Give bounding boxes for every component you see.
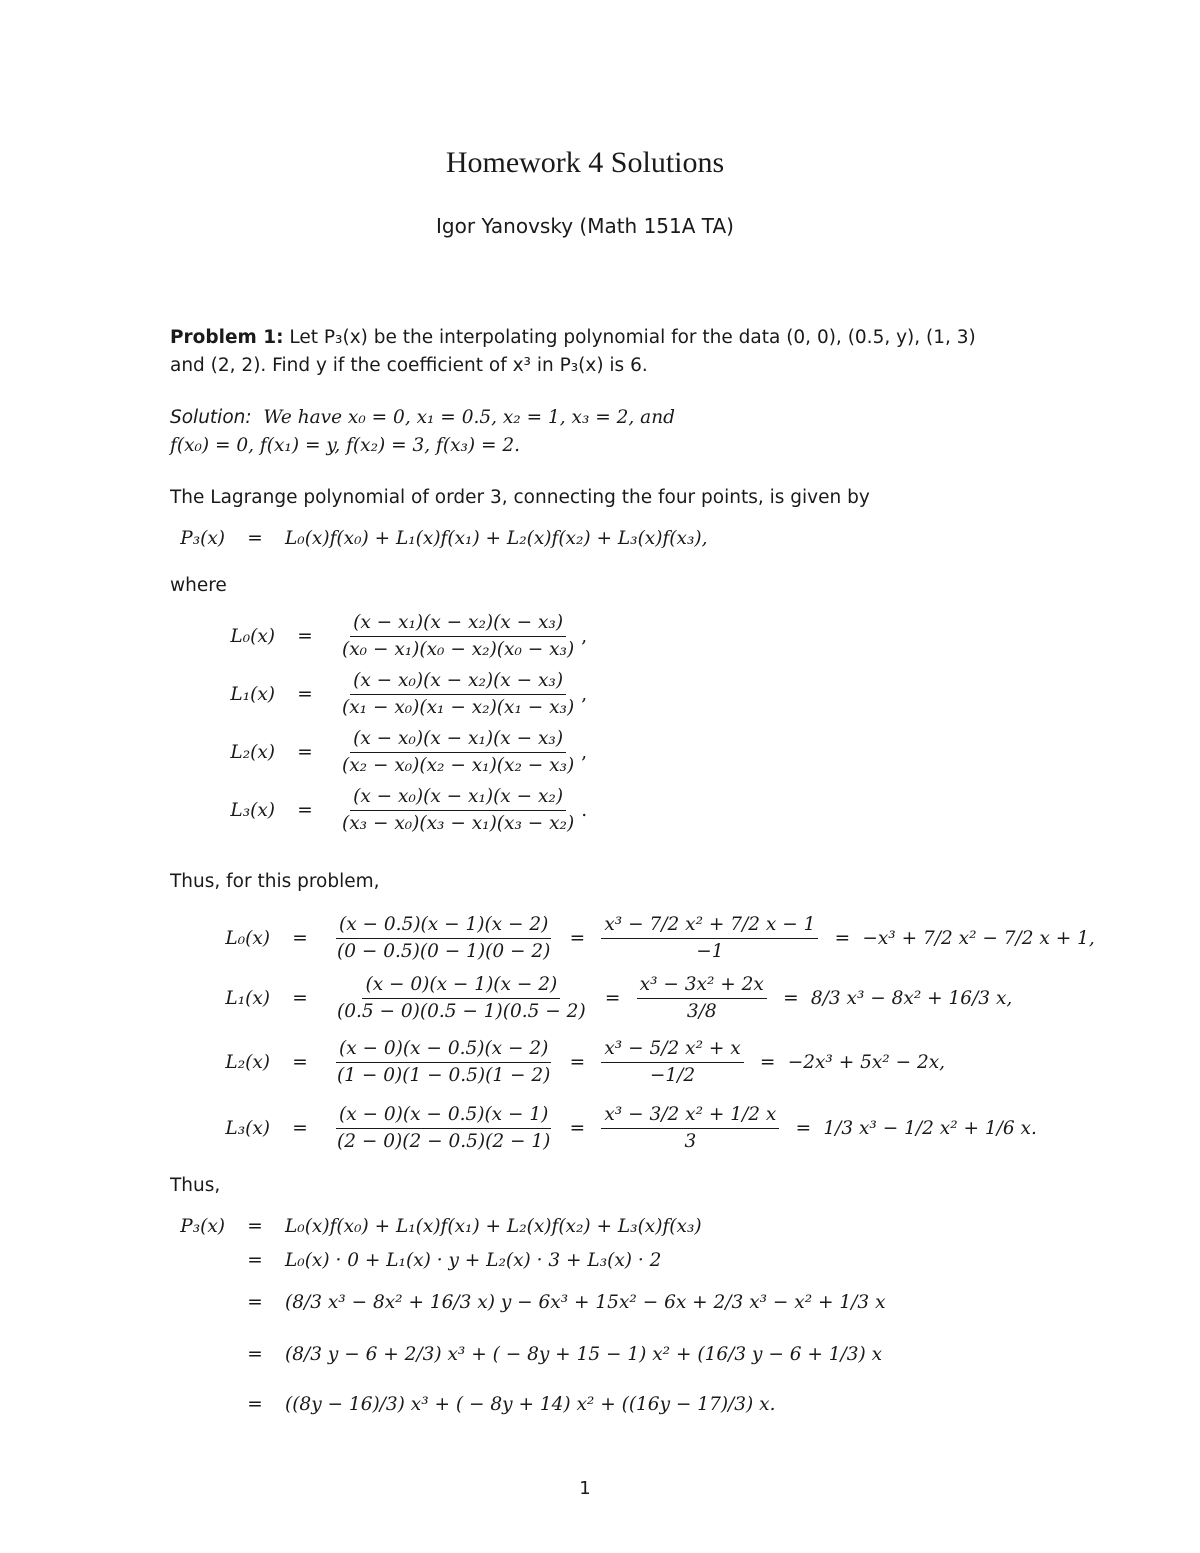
numerator: (x − 0)(x − 0.5)(x − 1) [336, 1102, 551, 1129]
specific-lhs: L₂(x) [225, 1052, 270, 1073]
equals-sign: = [297, 684, 313, 705]
document-title: Homework 4 Solutions [445, 146, 725, 179]
basis-fraction [339, 726, 577, 779]
denominator: 3 [684, 1131, 697, 1152]
specific-row [170, 1036, 945, 1089]
specific-fraction [334, 1102, 553, 1155]
solution-intro [170, 404, 1010, 460]
numerator: (x − x₀)(x − x₁)(x − x₂) [350, 784, 566, 811]
equals-sign: = [569, 1052, 586, 1073]
p3-lhs: P₃(x) [180, 1216, 225, 1237]
equals-sign: = [247, 1344, 263, 1365]
specific-lhs: L₁(x) [225, 988, 270, 1009]
page-number: 1 [579, 1478, 591, 1499]
derivation-expression: L₀(x)f(x₀) + L₁(x)f(x₁) + L₂(x)f(x₂) + L₃(x)f(x₃) [285, 1216, 702, 1237]
numerator: (x − x₀)(x − x₁)(x − x₃) [350, 726, 566, 753]
problem-text-line2: and (2, 2). Find y if the coefficient of x³ in P₃(x) is 6. [170, 355, 648, 376]
document-author: Igor Yanovsky (Math 151A TA) [436, 214, 734, 238]
derivation-expression: L₀(x) · 0 + L₁(x) · y + L₂(x) · 3 + L₃(x) · 2 [285, 1250, 662, 1271]
punct: , [581, 626, 588, 647]
equals-sign: = [247, 1292, 263, 1313]
equals-sign: = [292, 1118, 308, 1139]
equals-sign: = [247, 1394, 263, 1415]
numerator: x³ − 3/2 x² + 1/2 x [601, 1102, 779, 1129]
basis-row [180, 668, 587, 721]
derivation-line [125, 1292, 886, 1313]
equals-sign: = [297, 742, 313, 763]
denominator: 3/8 [686, 1001, 717, 1022]
derivation-expression: (8/3 y − 6 + 2/3) x³ + ( − 8y + 15 − 1) x² + (16/3 y − 6 + 1/3) x [285, 1344, 883, 1365]
numerator: (x − 0.5)(x − 1)(x − 2) [336, 912, 551, 939]
solution-label: Solution: [170, 407, 252, 428]
derivation-line [125, 1344, 882, 1365]
numerator: x³ − 5/2 x² + x [601, 1036, 743, 1063]
numerator: (x − x₁)(x − x₂)(x − x₃) [350, 610, 566, 637]
denominator: −1/2 [649, 1065, 696, 1086]
solution-givens-x: We have x₀ = 0, x₁ = 0.5, x₂ = 1, x₃ = 2, and [263, 407, 675, 428]
denominator: (0 − 0.5)(0 − 1)(0 − 2) [337, 941, 551, 962]
specific-lhs: L₃(x) [225, 1118, 270, 1139]
equals-sign: = [795, 1118, 812, 1139]
basis-row [180, 784, 587, 837]
equals-sign: = [759, 1052, 776, 1073]
denominator: (x₁ − x₀)(x₁ − x₂)(x₁ − x₃) [342, 697, 575, 718]
thus-problem-label: Thus, for this problem, [170, 871, 380, 892]
derivation-line [125, 1216, 702, 1237]
specific-result: −x³ + 7/2 x² − 7/2 x + 1, [862, 928, 1095, 949]
lagrange-intro: The Lagrange polynomial of order 3, connecting the four points, is given by [170, 487, 870, 508]
equals-sign: = [569, 928, 586, 949]
denominator: (x₀ − x₁)(x₀ − x₂)(x₀ − x₃) [342, 639, 575, 660]
specific-row [170, 912, 1095, 965]
equals-sign: = [247, 1216, 263, 1237]
basis-lhs: L₃(x) [230, 800, 275, 821]
specific-result: −2x³ + 5x² − 2x, [787, 1052, 946, 1073]
equals-sign: = [292, 988, 308, 1009]
equals-sign: = [247, 528, 263, 549]
equals-sign: = [292, 928, 308, 949]
expanded-fraction [601, 1102, 779, 1155]
specific-fraction [334, 912, 553, 965]
p3-definition [125, 528, 707, 549]
solution-givens-f: f(x₀) = 0, f(x₁) = y, f(x₂) = 3, f(x₃) = 2. [170, 435, 521, 456]
specific-fraction [334, 972, 589, 1025]
denominator: (1 − 0)(1 − 0.5)(1 − 2) [337, 1065, 551, 1086]
derivation-expression: (8/3 x³ − 8x² + 16/3 x) y − 6x³ + 15x² − 6x + 2/3 x³ − x² + 1/3 x [285, 1292, 886, 1313]
denominator: (0.5 − 0)(0.5 − 1)(0.5 − 2) [337, 1001, 586, 1022]
p3-lhs: P₃(x) [180, 528, 225, 549]
specific-lhs: L₀(x) [225, 928, 270, 949]
thus-label: Thus, [170, 1175, 221, 1196]
denominator: −1 [696, 941, 724, 962]
basis-fraction [339, 784, 577, 837]
problem-label: Problem 1: [170, 327, 284, 348]
derivation-expression: ((8y − 16)/3) x³ + ( − 8y + 14) x² + ((16y − 17)/3) x. [285, 1394, 776, 1415]
denominator: (x₃ − x₀)(x₃ − x₁)(x₃ − x₂) [342, 813, 575, 834]
basis-fraction [339, 610, 577, 663]
specific-row [170, 1102, 1037, 1155]
punct: , [581, 684, 588, 705]
specific-row [170, 972, 1012, 1025]
problem-statement [170, 324, 1010, 380]
expanded-fraction [637, 972, 767, 1025]
numerator: (x − 0)(x − 1)(x − 2) [362, 972, 560, 999]
derivation-line [125, 1250, 661, 1271]
equals-sign: = [783, 988, 799, 1009]
punct: . [581, 800, 588, 821]
basis-row [180, 610, 587, 663]
equals-sign: = [297, 626, 313, 647]
basis-row [180, 726, 587, 779]
specific-fraction [334, 1036, 553, 1089]
equals-sign: = [292, 1052, 308, 1073]
derivation-line [125, 1394, 775, 1415]
numerator: (x − 0)(x − 0.5)(x − 2) [336, 1036, 551, 1063]
where-label: where [170, 575, 227, 596]
basis-lhs: L₁(x) [230, 684, 275, 705]
basis-fraction [339, 668, 577, 721]
denominator: (x₂ − x₀)(x₂ − x₁)(x₂ − x₃) [342, 755, 575, 776]
equals-sign: = [604, 988, 621, 1009]
punct: , [581, 742, 588, 763]
specific-result: 8/3 x³ − 8x² + 16/3 x, [810, 988, 1013, 1009]
equals-sign: = [297, 800, 313, 821]
problem-text-line1: Let P₃(x) be the interpolating polynomial for the data (0, 0), (0.5, y), (1, 3) [289, 327, 976, 348]
p3-rhs: L₀(x)f(x₀) + L₁(x)f(x₁) + L₂(x)f(x₂) + L₃(x)f(x₃), [285, 528, 708, 549]
numerator: x³ − 3x² + 2x [637, 972, 767, 999]
basis-lhs: L₂(x) [230, 742, 275, 763]
expanded-fraction [601, 1036, 743, 1089]
expanded-fraction [601, 912, 818, 965]
numerator: x³ − 7/2 x² + 7/2 x − 1 [601, 912, 818, 939]
specific-result: 1/3 x³ − 1/2 x² + 1/6 x. [823, 1118, 1037, 1139]
equals-sign: = [569, 1118, 586, 1139]
equals-sign: = [247, 1250, 263, 1271]
equals-sign: = [834, 928, 851, 949]
numerator: (x − x₀)(x − x₂)(x − x₃) [350, 668, 566, 695]
denominator: (2 − 0)(2 − 0.5)(2 − 1) [337, 1131, 551, 1152]
basis-lhs: L₀(x) [230, 626, 275, 647]
